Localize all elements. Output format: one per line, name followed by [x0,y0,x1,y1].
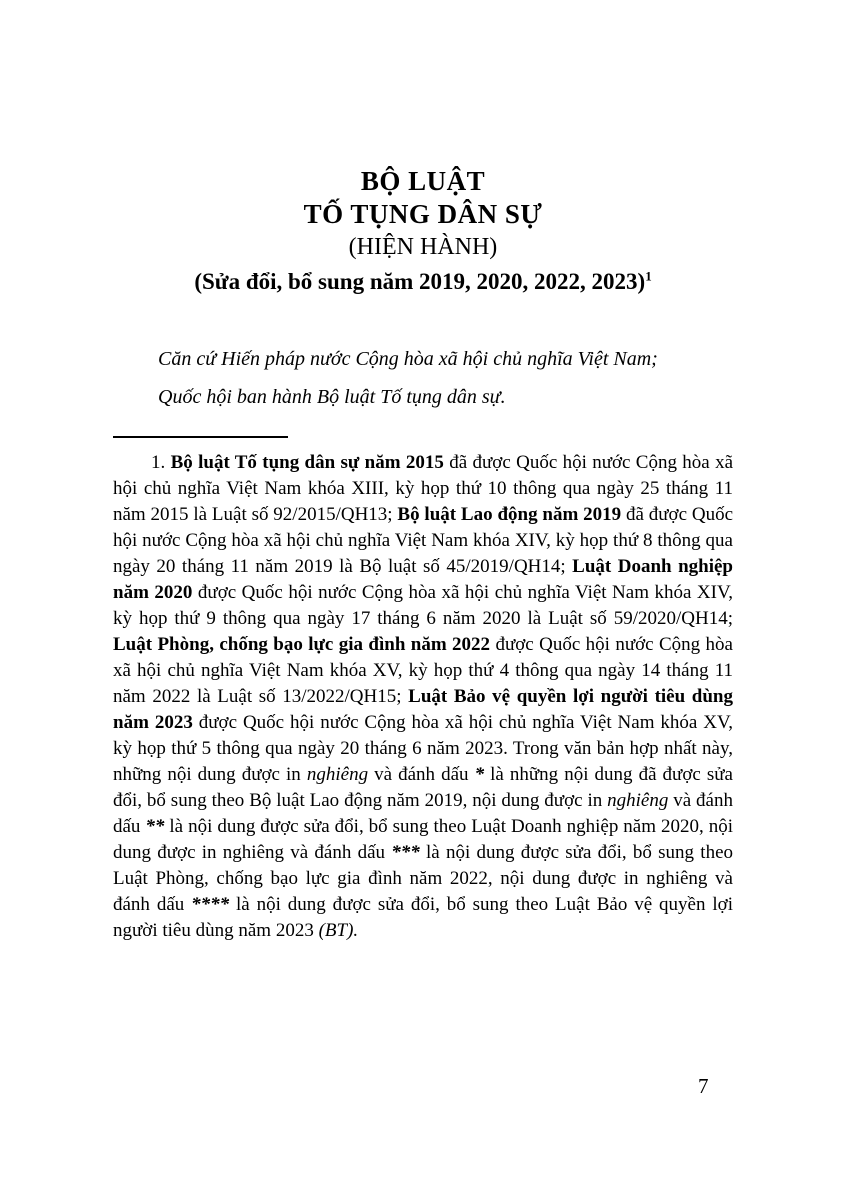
preamble [113,340,733,416]
title-line-1: BỘ LUẬT [360,166,486,196]
title-line-2: TỐ TỤNG DÂN SỰ [303,199,543,229]
page-content [113,0,733,944]
preamble-line-2: Quốc hội ban hành Bộ luật Tố tụng dân sự. [158,386,506,408]
footnote-reference-mark: 1 [645,268,652,284]
footnote-text: 1. Bộ luật Tố tụng dân sự năm 2015 đã được Quốc hội nước Cộng hòa xã hội chủ nghĩa Việt Nam khóa XIII, kỳ họp thứ 10 thông qua ngày 25 tháng 11 năm 2015 là Luật số 92/2015/QH13; Bộ luật Lao động năm 2019 đã được Quốc hội nước Cộng hòa xã hội chủ nghĩa Việt Nam khóa XIV, kỳ họp thứ 8 thông qua ngày 20 tháng 11 năm 2019 là Bộ luật số 45/2019/QH14; Luật Doanh nghiệp năm 2020 được Quốc hội nước Cộng hòa xã hội chủ nghĩa Việt Nam khóa XIV, kỳ họp thứ 9 thông qua ngày 17 tháng 6 năm 2020 là Luật số 59/2020/QH14; Luật Phòng, chống bạo lực gia đình năm 2022 được Quốc hội nước Cộng hòa xã hội chủ nghĩa Việt Nam khóa XV, kỳ họp thứ 4 thông qua ngày 14 tháng 11 năm 2022 là Luật số 13/2022/QH15; Luật Bảo vệ quyền lợi người tiêu dùng năm 2023 được Quốc hội nước Cộng hòa xã hội chủ nghĩa Việt Nam khóa XV, kỳ họp thứ 5 thông qua ngày 20 tháng 6 năm 2023. Trong văn bản hợp nhất này, những nội dung được in nghiêng và đánh dấu * là những nội dung đã được sửa đổi, bổ sung theo Bộ luật Lao động năm 2019, nội dung được in nghiêng và đánh dấu ** là nội dung được sửa đổi, bổ sung theo Luật Doanh nghiệp năm 2020, nội dung được in nghiêng và đánh dấu *** là nội dung được sửa đổi, bổ sung theo Luật Phòng, chống bạo lực gia đình năm 2022, nội dung được in nghiêng và đánh dấu **** là nội dung được sửa đổi, bổ sung theo Luật Bảo vệ quyền lợi người tiêu dùng năm 2023 (BT). [113,452,734,941]
preamble-line-1: Căn cứ Hiến pháp nước Cộng hòa xã hội chủ nghĩa Việt Nam; [158,348,658,370]
page-number: 7 [698,1074,709,1098]
footnote-separator [113,436,288,438]
title-status-line: (HIỆN HÀNH) [348,234,498,260]
document-title-block [113,0,733,300]
title-amendment-text: (Sửa đổi, bổ sung năm 2019, 2020, 2022, 2023) [194,269,646,294]
title-amendment-line [113,264,733,300]
